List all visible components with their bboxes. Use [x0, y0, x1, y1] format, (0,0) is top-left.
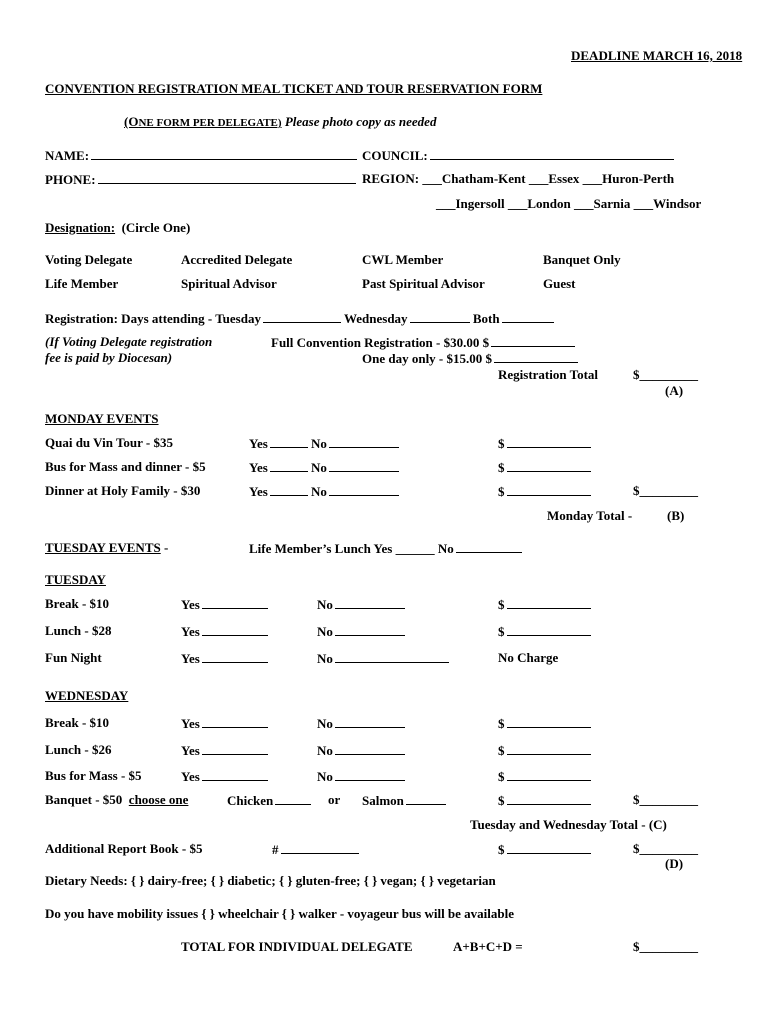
- designation-cwl-member[interactable]: CWL Member: [362, 252, 444, 267]
- registration-note-line1: (If Voting Delegate registration: [45, 334, 213, 349]
- tuesday-item-no-charge: No Charge: [498, 650, 559, 665]
- region-chatham-kent[interactable]: Chatham-Kent: [441, 171, 526, 186]
- tuesday-events-heading: TUESDAY EVENTS -: [45, 540, 169, 555]
- wednesday-item-no[interactable]: No: [317, 715, 405, 731]
- designation-heading: Designation: (Circle One): [45, 220, 191, 235]
- grand-total-label: TOTAL FOR INDIVIDUAL DELEGATE: [181, 939, 413, 954]
- monday-total-code: (B): [667, 508, 685, 523]
- tuesday-item-no[interactable]: No: [317, 650, 449, 666]
- grand-total-formula: A+B+C+D =: [453, 939, 523, 954]
- one-day-amount[interactable]: [494, 350, 578, 363]
- wednesday-item-yes[interactable]: Yes: [181, 715, 268, 731]
- monday-item-amount[interactable]: $: [498, 459, 591, 475]
- monday-item-yes-no[interactable]: Yes No: [249, 435, 399, 451]
- banquet-or: or: [328, 792, 341, 807]
- registration-total-value[interactable]: $_________: [633, 367, 698, 382]
- tuesday-item-label: Break - $10: [45, 596, 110, 611]
- designation-past-spiritual-advisor[interactable]: Past Spiritual Advisor: [362, 276, 485, 291]
- life-member-lunch-row[interactable]: Life Member’s Lunch Yes ______ No: [249, 540, 522, 556]
- banquet-salmon-option[interactable]: Salmon: [362, 792, 446, 808]
- full-registration-amount[interactable]: [491, 334, 575, 347]
- report-book-quantity[interactable]: #: [272, 841, 359, 857]
- monday-item-label: Dinner at Holy Family - $30: [45, 483, 201, 498]
- wednesday-item-no[interactable]: No: [317, 742, 405, 758]
- tue-wed-total-label: Tuesday and Wednesday Total - (C): [470, 817, 667, 832]
- tue-wed-total-value[interactable]: $_________: [633, 792, 698, 807]
- wednesday-item-amount[interactable]: $: [498, 742, 591, 758]
- tuesday-item-no[interactable]: No: [317, 623, 405, 639]
- tuesday-item-label: Fun Night: [45, 650, 102, 665]
- tuesday-item-label: Lunch - $28: [45, 623, 112, 638]
- designation-voting-delegate[interactable]: Voting Delegate: [45, 252, 133, 267]
- registration-total-code: (A): [665, 383, 684, 398]
- wednesday-item-no[interactable]: No: [317, 768, 405, 784]
- wednesday-item-yes[interactable]: Yes: [181, 768, 268, 784]
- monday-heading: MONDAY EVENTS: [45, 411, 159, 426]
- name-field[interactable]: NAME:: [45, 147, 357, 163]
- monday-item-label: Bus for Mass and dinner - $5: [45, 459, 206, 474]
- monday-total-label: Monday Total -: [547, 508, 633, 523]
- dietary-needs[interactable]: Dietary Needs: { } dairy-free; { } diabetic; { } gluten-free; { } vegan; { } vegetarian: [45, 873, 496, 888]
- designation-spiritual-advisor[interactable]: Spiritual Advisor: [181, 276, 277, 291]
- report-book-total-code: (D): [665, 856, 684, 871]
- both-days-blank[interactable]: [502, 310, 554, 323]
- report-book-amount[interactable]: $: [498, 841, 591, 857]
- tuesday-item-yes[interactable]: Yes: [181, 650, 268, 666]
- region-options-line2: ___Ingersoll ___London ___Sarnia ___Windsor: [436, 196, 702, 211]
- wednesday-item-label: Lunch - $26: [45, 742, 112, 757]
- registration-days-row: Registration: Days attending - Tuesday Wednesday Both: [45, 310, 554, 326]
- form-title: CONVENTION REGISTRATION MEAL TICKET AND TOUR RESERVATION FORM: [45, 81, 543, 96]
- wednesday-days-blank[interactable]: [410, 310, 470, 323]
- region-london[interactable]: London: [527, 196, 571, 211]
- monday-item-amount[interactable]: $: [498, 483, 591, 499]
- monday-total-value[interactable]: $_________: [633, 483, 698, 498]
- full-registration-row: Full Convention Registration - $30.00 $: [271, 334, 575, 350]
- region-windsor[interactable]: Windsor: [653, 196, 702, 211]
- form-subtitle: (ONE FORM PER DELEGATE) Please photo copy as needed: [124, 114, 437, 129]
- region-sarnia[interactable]: Sarnia: [593, 196, 631, 211]
- wednesday-item-amount[interactable]: $: [498, 715, 591, 731]
- monday-item-label: Quai du Vin Tour - $35: [45, 435, 174, 450]
- monday-item-yes-no[interactable]: Yes No: [249, 483, 399, 499]
- tuesday-item-yes[interactable]: Yes: [181, 623, 268, 639]
- deadline: DEADLINE MARCH 16, 2018: [571, 48, 743, 63]
- wednesday-item-label: Break - $10: [45, 715, 110, 730]
- mobility-issues[interactable]: Do you have mobility issues { } wheelchair { } walker - voyageur bus will be available: [45, 906, 515, 921]
- one-day-registration-row: One day only - $15.00 $: [362, 350, 578, 366]
- tuesday-item-amount[interactable]: $: [498, 596, 591, 612]
- grand-total-value[interactable]: $_________: [633, 939, 698, 954]
- region-huron-perth[interactable]: Huron-Perth: [602, 171, 675, 186]
- council-field[interactable]: COUNCIL:: [362, 147, 674, 163]
- tuesday-item-yes[interactable]: Yes: [181, 596, 268, 612]
- banquet-row-label: Banquet - $50 choose one: [45, 792, 189, 807]
- wednesday-item-amount[interactable]: $: [498, 768, 591, 784]
- report-book-label: Additional Report Book - $5: [45, 841, 203, 856]
- tuesday-item-no[interactable]: No: [317, 596, 405, 612]
- designation-life-member[interactable]: Life Member: [45, 276, 119, 291]
- registration-note-line2: fee is paid by Diocesan): [45, 350, 173, 365]
- wednesday-item-yes[interactable]: Yes: [181, 742, 268, 758]
- report-book-total-value[interactable]: $_________: [633, 841, 698, 856]
- registration-total-label: Registration Total: [498, 367, 599, 382]
- phone-field[interactable]: PHONE:: [45, 171, 356, 187]
- monday-item-amount[interactable]: $: [498, 435, 591, 451]
- tuesday-heading: TUESDAY: [45, 572, 106, 587]
- region-field: REGION: ___Chatham-Kent ___Essex ___Huron-Perth: [362, 171, 675, 186]
- banquet-chicken-option[interactable]: Chicken: [227, 792, 311, 808]
- tuesday-days-blank[interactable]: [263, 310, 341, 323]
- tuesday-item-amount[interactable]: $: [498, 623, 591, 639]
- designation-banquet-only[interactable]: Banquet Only: [543, 252, 621, 267]
- wednesday-heading: WEDNESDAY: [45, 688, 129, 703]
- designation-guest[interactable]: Guest: [543, 276, 576, 291]
- banquet-amount[interactable]: $: [498, 792, 591, 808]
- region-essex[interactable]: Essex: [548, 171, 580, 186]
- designation-accredited-delegate[interactable]: Accredited Delegate: [181, 252, 293, 267]
- wednesday-item-label: Bus for Mass - $5: [45, 768, 142, 783]
- region-ingersoll[interactable]: Ingersoll: [455, 196, 505, 211]
- monday-item-yes-no[interactable]: Yes No: [249, 459, 399, 475]
